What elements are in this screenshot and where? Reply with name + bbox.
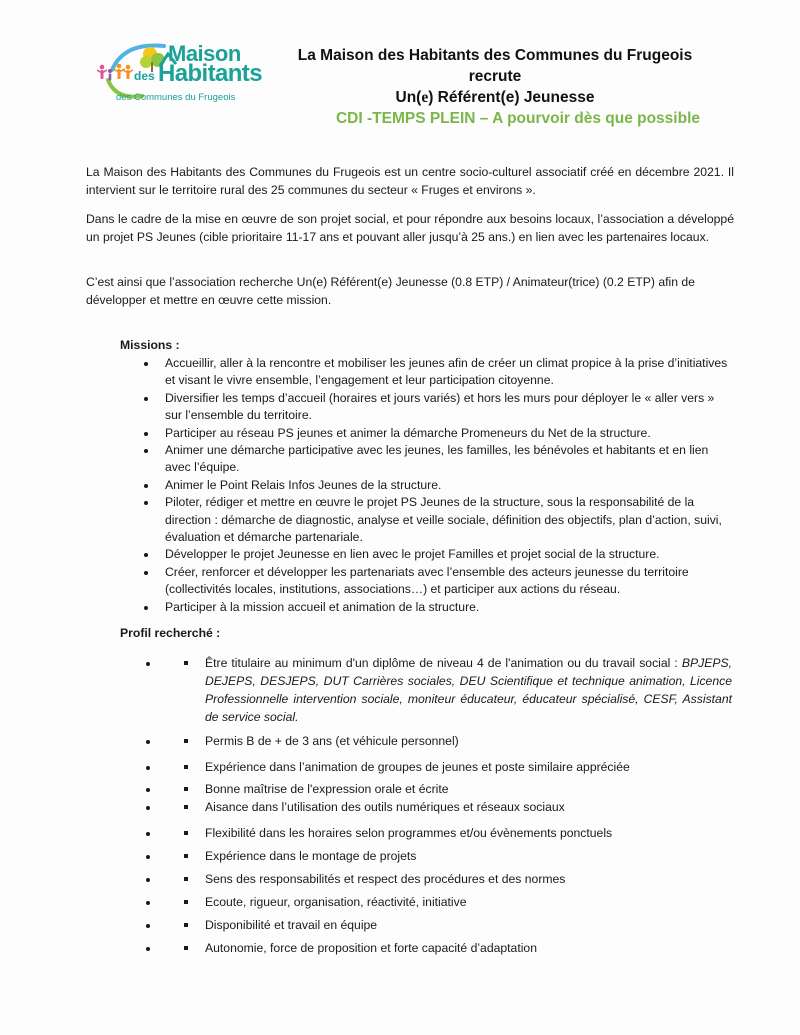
mission-item: Animer le Point Relais Infos Jeunes de la structure. [120, 477, 732, 494]
mission-item: Créer, renforcer et développer les partenariats avec l’ensemble des acteurs jeunesse du territoire (collectivités locales, institutions, associations…) et participer aux actions du réseau. [120, 564, 732, 599]
recruits-label: recrute [468, 68, 522, 85]
job-title-prefix: Un( [395, 89, 422, 106]
contract-type: CDI -TEMPS PLEIN – A pourvoir dès que possible [335, 110, 700, 127]
bullet-square-icon [184, 854, 188, 858]
bullet-dot-icon [144, 501, 148, 505]
bullet-dot-icon [144, 553, 148, 557]
intro-paragraph-1: La Maison des Habitants des Communes du Frugeois est un centre socio-culturel associatif créé en décembre 2021. Il intervient sur le territoire rural des 25 communes du secteur « Fruges et environs ». [86, 165, 734, 197]
mission-item: Diversifier les temps d’accueil (horaires et jours variés) et hors les murs pour déployer le « aller vers » sur l’ensemble du territoire. [120, 390, 732, 425]
bullet-square-icon [184, 877, 188, 881]
mission-item: Piloter, rédiger et mettre en œuvre le projet PS Jeunes de la structure, sous la responsabilité de la direction : démarche de diagnostic, analyse et veille sociale, définition des objectifs, plan d’action, suivi, évaluation et démarche partenariale. [120, 494, 732, 546]
bullet-square-icon [184, 946, 188, 950]
bullet-dot-icon [144, 484, 148, 488]
bullet-dot-icon [144, 397, 148, 401]
bullet-dot-icon [144, 362, 148, 366]
profile-item: • Flexibilité dans les horaires selon programmes et/ou évènements ponctuels [160, 824, 732, 842]
profile-list [120, 654, 732, 957]
mission-item: Développer le projet Jeunesse en lien avec le projet Familles et projet social de la structure. [120, 546, 732, 563]
profile-item: • Aisance dans l’utilisation des outils numériques et réseaux sociaux [160, 798, 732, 816]
intro-paragraph-3: C’est ainsi que l’association recherche Un(e) Référent(e) Jeunesse (0.8 ETP) / Animateur(trice) (0.2 ETP) afin de développer et mettre en œuvre cette mission. [86, 275, 695, 307]
diploma-intro: Être titulaire au minimum d'un diplôme de niveau 4 de l'animation ou du travail social : [205, 656, 682, 671]
missions-section [120, 337, 732, 616]
missions-title: Missions : [120, 338, 180, 352]
profile-item: • Sens des responsabilités et respect des procédures et des normes [160, 870, 732, 888]
logo-word-habitants: Habitants [158, 60, 262, 87]
job-title-e: e [421, 89, 429, 106]
offer-header [260, 45, 730, 129]
job-title-suffix: ) Référent(e) Jeunesse [428, 89, 595, 106]
bullet-square-icon [184, 787, 188, 791]
bullet-dot-icon [144, 606, 148, 610]
profile-title: Profil recherché : [120, 626, 221, 640]
profile-item-diploma [160, 654, 732, 726]
profile-item: • Expérience dans le montage de projets [160, 847, 732, 865]
logo-word-maison: Maison [168, 41, 241, 66]
profile-item: • Disponibilité et travail en équipe [160, 916, 732, 934]
bullet-square-icon [184, 661, 188, 665]
bullet-square-icon [184, 900, 188, 904]
mission-item: Accueillir, aller à la rencontre et mobiliser les jeunes afin de créer un climat propice à la prise d’initiatives et visant le vivre ensemble, l’engagement et leur participation citoyenne. [120, 355, 732, 390]
diploma-list: BPJEPS, DEJEPS, DESJEPS, DUT Carrières sociales, DEU Scientifique et technique animation, Licence Professionnelle intervention sociale, moniteur éducateur, éducateur spécialisé, CESF, Assistant de service social. [205, 656, 732, 725]
mission-item: Participer à la mission accueil et animation de la structure. [120, 599, 732, 616]
intro-paragraph-2: Dans le cadre de la mise en œuvre de son projet social, et pour répondre aux besoins locaux, l’association a développé un projet PS Jeunes (cible prioritaire 11-17 ans et pouvant aller jusqu’à 25 ans.) en lien avec les partenaires locaux. [86, 212, 734, 244]
mission-item: Animer une démarche participative avec les jeunes, les familles, les bénévoles et habitants et en lien avec l’équipe. [120, 442, 732, 477]
organization-name: La Maison des Habitants des Communes du Frugeois [297, 47, 693, 64]
bullet-square-icon [184, 739, 188, 743]
missions-list [120, 355, 732, 616]
profile-item: • Expérience dans l’animation de groupes de jeunes et poste similaire appréciée [160, 758, 732, 776]
organization-logo [94, 40, 274, 108]
bullet-dot-icon [144, 571, 148, 575]
mission-item: Participer au réseau PS jeunes et animer la démarche Promeneurs du Net de la structure. [120, 425, 732, 442]
profile-item: • Permis B de + de 3 ans (et véhicule personnel) [160, 732, 732, 750]
profile-item: • Bonne maîtrise de l'expression orale et écrite [160, 780, 732, 798]
bullet-square-icon [184, 831, 188, 835]
bullet-square-icon [184, 805, 188, 809]
logo-word-des: des [134, 69, 155, 83]
logo-subtitle: des Communes du Frugeois [116, 92, 236, 103]
bullet-dot-icon [144, 432, 148, 436]
bullet-square-icon [184, 765, 188, 769]
profile-item: • Autonomie, force de proposition et forte capacité d’adaptation [160, 939, 732, 957]
job-title [260, 87, 730, 108]
bullet-dot-icon [144, 449, 148, 453]
profile-section [120, 625, 732, 969]
profile-item: • Ecoute, rigueur, organisation, réactivité, initiative [160, 893, 732, 911]
bullet-square-icon [184, 923, 188, 927]
